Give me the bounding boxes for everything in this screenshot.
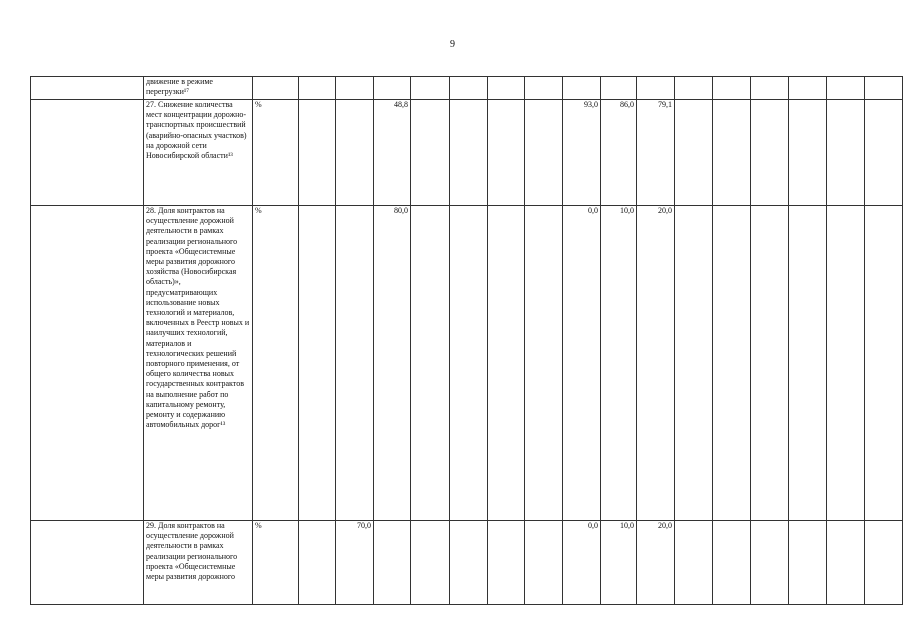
value-cell bbox=[336, 77, 374, 100]
value-cell bbox=[488, 206, 525, 521]
value-cell bbox=[374, 521, 411, 605]
value-cell bbox=[675, 77, 713, 100]
value-cell bbox=[827, 521, 865, 605]
value-cell bbox=[675, 206, 713, 521]
value-cell: 79,1 bbox=[637, 100, 675, 206]
indicator-name: 29. Доля контрактов на осуществление дорожной деятельности в рамках реализации регионального проекта «Общесистемные меры развития дорожного bbox=[146, 521, 238, 582]
value-cell bbox=[450, 77, 488, 100]
value-cell bbox=[751, 77, 789, 100]
value-cell: 93,0 bbox=[563, 100, 601, 206]
value-cell bbox=[713, 521, 751, 605]
indicator-name: 28. Доля контрактов на осуществление дорожной деятельности в рамках реализации регионального проекта «Общесистемные меры развития дорожного хозяйства (Новосибирская область)», предусматривающих использование новых технологий и материалов, включенных в Реестр новых и наилучших технологий, материалов и технологических решений повторного применения, от общего количества новых государственных контрактов на выполнение работ по капитальному ремонту, ремонту и содержанию автомобильных дорог¹³ bbox=[146, 206, 250, 430]
indicator-name: движение в режиме перегрузки¹⁷ bbox=[146, 77, 213, 97]
value-cell bbox=[865, 521, 903, 605]
indicator-name-cell bbox=[144, 521, 253, 605]
unit-cell: % bbox=[253, 521, 299, 605]
value-cell bbox=[637, 77, 675, 100]
row-index-cell bbox=[31, 521, 144, 605]
value-cell bbox=[865, 100, 903, 206]
value-cell bbox=[751, 521, 789, 605]
value-cell bbox=[374, 77, 411, 100]
value-cell bbox=[525, 521, 563, 605]
value-cell bbox=[713, 100, 751, 206]
indicators-table bbox=[30, 76, 903, 605]
value-cell bbox=[488, 100, 525, 206]
value-cell bbox=[411, 100, 450, 206]
unit-cell: % bbox=[253, 100, 299, 206]
unit-cell bbox=[253, 77, 299, 100]
indicator-name: 27. Снижение количества мест концентрации дорожно-транспортных происшествий (аварийно-опасных участков) на дорожной сети Новосибирской области¹³ bbox=[146, 100, 247, 161]
value-cell bbox=[299, 521, 336, 605]
value-cell bbox=[563, 77, 601, 100]
value-cell bbox=[789, 100, 827, 206]
value-cell bbox=[525, 100, 563, 206]
value-cell bbox=[789, 521, 827, 605]
value-cell bbox=[450, 100, 488, 206]
row-index-cell bbox=[31, 206, 144, 521]
indicator-name-cell bbox=[144, 206, 253, 521]
value-cell bbox=[411, 77, 450, 100]
value-cell bbox=[299, 206, 336, 521]
value-cell bbox=[827, 100, 865, 206]
value-cell: 70,0 bbox=[336, 521, 374, 605]
value-cell bbox=[865, 77, 903, 100]
unit-cell: % bbox=[253, 206, 299, 521]
value-cell bbox=[713, 77, 751, 100]
value-cell bbox=[789, 77, 827, 100]
value-cell: 20,0 bbox=[637, 206, 675, 521]
value-cell bbox=[525, 77, 563, 100]
table-body bbox=[31, 77, 903, 605]
table-row bbox=[31, 521, 903, 605]
value-cell: 0,0 bbox=[563, 206, 601, 521]
value-cell bbox=[675, 521, 713, 605]
value-cell bbox=[299, 100, 336, 206]
value-cell: 86,0 bbox=[601, 100, 637, 206]
value-cell: 10,0 bbox=[601, 521, 637, 605]
value-cell bbox=[601, 77, 637, 100]
value-cell bbox=[450, 206, 488, 521]
table-row bbox=[31, 100, 903, 206]
page-number: 9 bbox=[450, 39, 455, 50]
value-cell: 0,0 bbox=[563, 521, 601, 605]
value-cell bbox=[751, 100, 789, 206]
row-index-cell bbox=[31, 77, 144, 100]
table-row bbox=[31, 206, 903, 521]
value-cell bbox=[865, 206, 903, 521]
value-cell bbox=[299, 77, 336, 100]
value-cell bbox=[336, 100, 374, 206]
value-cell bbox=[827, 206, 865, 521]
value-cell bbox=[525, 206, 563, 521]
value-cell bbox=[450, 521, 488, 605]
value-cell: 48,8 bbox=[374, 100, 411, 206]
value-cell: 20,0 bbox=[637, 521, 675, 605]
indicator-name-cell bbox=[144, 100, 253, 206]
value-cell: 80,0 bbox=[374, 206, 411, 521]
value-cell bbox=[827, 77, 865, 100]
value-cell bbox=[751, 206, 789, 521]
value-cell bbox=[713, 206, 751, 521]
value-cell bbox=[488, 521, 525, 605]
table-row bbox=[31, 77, 903, 100]
value-cell bbox=[411, 206, 450, 521]
value-cell bbox=[488, 77, 525, 100]
indicator-name-cell bbox=[144, 77, 253, 100]
value-cell bbox=[411, 521, 450, 605]
value-cell bbox=[789, 206, 827, 521]
row-index-cell bbox=[31, 100, 144, 206]
value-cell bbox=[675, 100, 713, 206]
table-container bbox=[30, 76, 903, 605]
value-cell bbox=[336, 206, 374, 521]
value-cell: 10,0 bbox=[601, 206, 637, 521]
